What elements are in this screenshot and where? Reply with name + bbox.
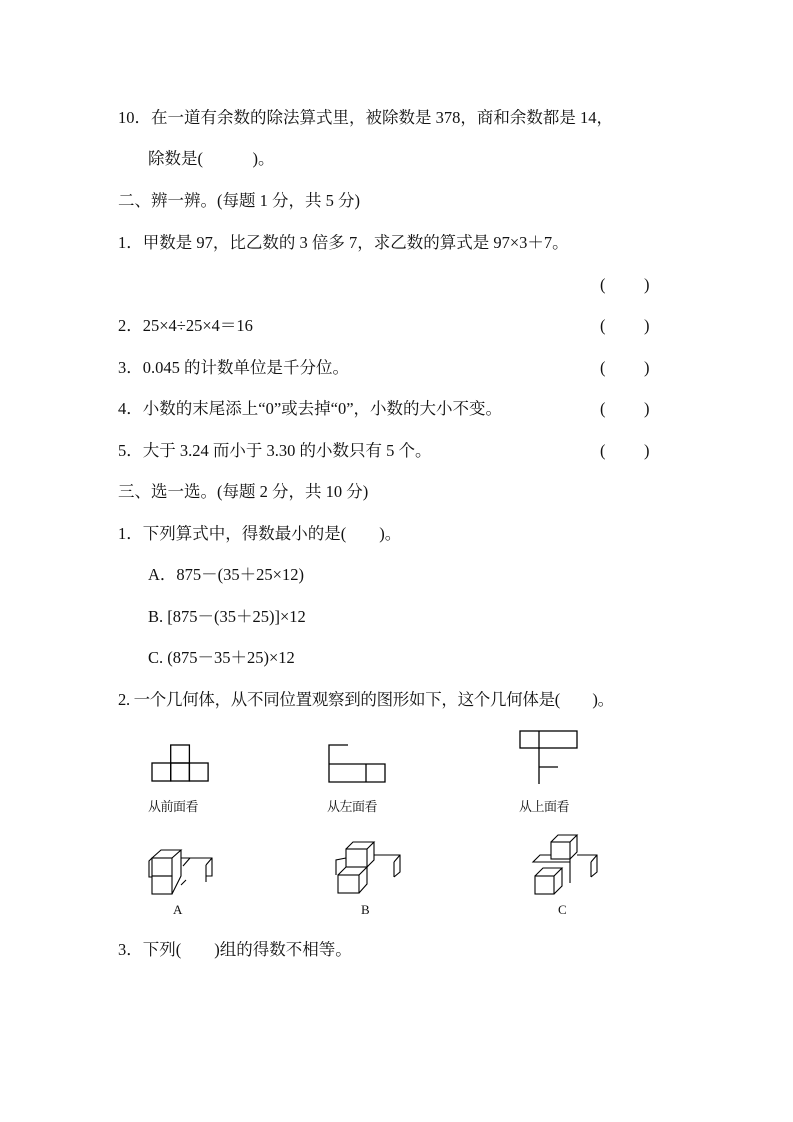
choice-q3-stem: 3．下列( )组的得数不相等。 [118, 940, 352, 959]
judge-item-1: 1．甲数是 97，比乙数的 3 倍多 7，求乙数的算式是 97×3＋7。 [118, 233, 569, 252]
judge-item-3: 3．0.045 的计数单位是千分位。 [118, 358, 349, 377]
left-view-label: 从左面看 [327, 800, 378, 815]
q10-line2: 除数是( )。 [148, 149, 275, 168]
judge-item-2: 2．25×4÷25×4＝16 [118, 316, 253, 335]
choice-q1-option-b[interactable]: B. [875－(35＋25)]×12 [148, 607, 306, 626]
choice-q1-option-c[interactable]: C. (875－35＋25)×12 [148, 648, 295, 667]
section3-heading: 三、选一选。(每题 2 分，共 10 分) [118, 482, 369, 501]
q10-line1: 10．在一道有余数的除法算式里，被除数是 378，商和余数都是 14， [118, 108, 613, 127]
solid-option-a-label: A [173, 902, 183, 917]
solid-option-b-label: B [361, 902, 370, 917]
top-view-label: 从上面看 [519, 800, 570, 815]
choice-q1-option-a[interactable]: A．875－(35＋25×12) [148, 565, 304, 584]
judge-item-5: 5．大于 3.24 而小于 3.30 的小数只有 5 个。 [118, 441, 432, 460]
choice-q1-stem: 1．下列算式中，得数最小的是( )。 [118, 524, 402, 543]
solid-option-c-label: C [558, 902, 567, 917]
section2-heading: 二、辨一辨。(每题 1 分，共 5 分) [118, 191, 360, 210]
front-view-label: 从前面看 [148, 800, 199, 815]
judge-item-4: 4．小数的末尾添上“0”或去掉“0”，小数的大小不变。 [118, 399, 503, 418]
choice-q2-stem: 2. 一个几何体，从不同位置观察到的图形如下，这个几何体是( )。 [118, 690, 614, 709]
